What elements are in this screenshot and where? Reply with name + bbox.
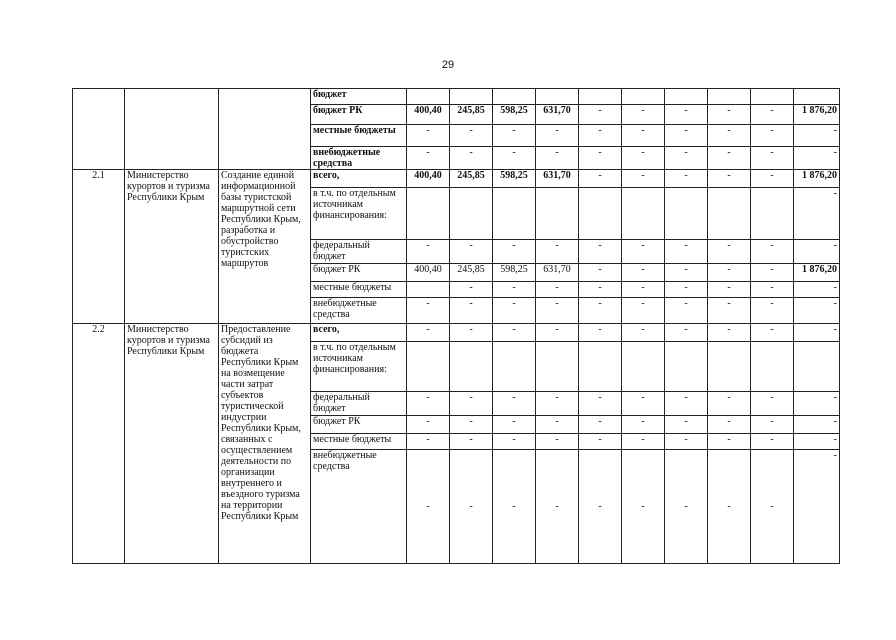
year-value: -	[665, 282, 708, 298]
year-value: -	[579, 416, 622, 434]
item-name	[219, 89, 311, 170]
year-value	[450, 188, 493, 240]
year-value: -	[665, 105, 708, 125]
year-value: -	[751, 170, 794, 188]
total-value: -	[794, 282, 840, 298]
year-value: -	[579, 240, 622, 264]
year-value: -	[708, 392, 751, 416]
year-value	[493, 342, 536, 392]
total-value: 1 876,20	[794, 105, 840, 125]
year-value: 400,40	[407, 105, 450, 125]
year-value: -	[751, 147, 794, 170]
year-value	[665, 188, 708, 240]
year-value: -	[536, 147, 579, 170]
year-value	[493, 89, 536, 105]
year-value	[536, 89, 579, 105]
item-index	[73, 89, 125, 170]
year-value: -	[579, 147, 622, 170]
year-value: -	[622, 147, 665, 170]
year-value: -	[665, 264, 708, 282]
item-executor	[125, 89, 219, 170]
source-label: бюджет РК	[311, 264, 407, 282]
source-label: федеральный бюджет	[311, 240, 407, 264]
year-value: 631,70	[536, 170, 579, 188]
year-value	[450, 89, 493, 105]
source-label: бюджет РК	[311, 105, 407, 125]
year-value: -	[579, 434, 622, 450]
item-name: Создание единой информационной базы туристской маршрутной сети Республики Крым, разработка и обустройство туристских маршрутов	[219, 170, 311, 324]
year-value: -	[708, 416, 751, 434]
year-value: -	[622, 240, 665, 264]
year-value: -	[708, 434, 751, 450]
source-label: в т.ч. по отдельным источникам финансирования:	[311, 188, 407, 240]
total-value: -	[794, 188, 840, 240]
year-value: -	[493, 282, 536, 298]
total-value: -	[794, 416, 840, 434]
year-value: -	[536, 282, 579, 298]
year-value: -	[665, 434, 708, 450]
year-value	[708, 89, 751, 105]
year-value: -	[751, 434, 794, 450]
year-value: -	[493, 240, 536, 264]
source-label: в т.ч. по отдельным источникам финансирования:	[311, 342, 407, 392]
year-value: -	[751, 240, 794, 264]
source-label: местные бюджеты	[311, 434, 407, 450]
year-value: -	[407, 434, 450, 450]
year-value: -	[751, 392, 794, 416]
year-value	[579, 89, 622, 105]
year-value: -	[407, 324, 450, 342]
total-value: -	[794, 298, 840, 324]
source-label: всего,	[311, 324, 407, 342]
year-value	[579, 342, 622, 392]
total-value	[794, 89, 840, 105]
year-value: -	[579, 282, 622, 298]
year-value: -	[708, 264, 751, 282]
year-value	[665, 342, 708, 392]
source-label: всего,	[311, 170, 407, 188]
year-value: -	[493, 125, 536, 147]
year-value: -	[665, 298, 708, 324]
total-value: 1 876,20	[794, 170, 840, 188]
year-value: 598,25	[493, 105, 536, 125]
year-value: -	[407, 450, 450, 564]
year-value: -	[708, 105, 751, 125]
item-index: 2.1	[73, 170, 125, 324]
year-value: -	[622, 264, 665, 282]
year-value: -	[407, 392, 450, 416]
total-value: -	[794, 125, 840, 147]
year-value: -	[665, 147, 708, 170]
source-label: внебюджетные средства	[311, 147, 407, 170]
year-value: 400,40	[407, 264, 450, 282]
year-value: -	[622, 450, 665, 564]
year-value: -	[622, 105, 665, 125]
year-value: -	[493, 298, 536, 324]
year-value: -	[665, 240, 708, 264]
year-value	[622, 188, 665, 240]
year-value: -	[450, 125, 493, 147]
year-value: -	[493, 324, 536, 342]
total-value: -	[794, 450, 840, 564]
year-value: -	[493, 450, 536, 564]
year-value: -	[493, 416, 536, 434]
year-value: -	[579, 392, 622, 416]
year-value: -	[622, 298, 665, 324]
year-value: 598,25	[493, 170, 536, 188]
year-value: -	[450, 324, 493, 342]
year-value: 598,25	[493, 264, 536, 282]
year-value: -	[450, 392, 493, 416]
year-value	[751, 188, 794, 240]
year-value: -	[751, 416, 794, 434]
total-value: -	[794, 434, 840, 450]
year-value	[407, 282, 450, 298]
year-value	[407, 89, 450, 105]
total-value: -	[794, 147, 840, 170]
item-executor: Министерство курортов и туризма Республики Крым	[125, 170, 219, 324]
year-value: -	[622, 324, 665, 342]
year-value: -	[665, 125, 708, 147]
year-value: -	[407, 147, 450, 170]
year-value: -	[708, 324, 751, 342]
year-value: -	[536, 324, 579, 342]
year-value: -	[536, 125, 579, 147]
year-value: 400,40	[407, 170, 450, 188]
year-value: -	[665, 450, 708, 564]
year-value	[708, 188, 751, 240]
year-value: -	[407, 240, 450, 264]
year-value: 245,85	[450, 170, 493, 188]
year-value: -	[665, 324, 708, 342]
year-value	[751, 342, 794, 392]
total-value: -	[794, 324, 840, 342]
year-value	[536, 188, 579, 240]
year-value: -	[579, 298, 622, 324]
year-value: -	[708, 282, 751, 298]
item-executor: Министерство курортов и туризма Республики Крым	[125, 324, 219, 564]
year-value: -	[579, 125, 622, 147]
year-value: -	[536, 434, 579, 450]
table-row	[73, 89, 840, 105]
year-value: -	[579, 170, 622, 188]
source-label: бюджет	[311, 89, 407, 105]
year-value: -	[450, 434, 493, 450]
year-value: -	[407, 298, 450, 324]
source-label: бюджет РК	[311, 416, 407, 434]
year-value: -	[708, 240, 751, 264]
year-value: -	[450, 298, 493, 324]
year-value: -	[751, 450, 794, 564]
year-value: -	[579, 324, 622, 342]
total-value	[794, 342, 840, 392]
year-value: -	[407, 416, 450, 434]
year-value	[622, 342, 665, 392]
year-value: -	[450, 240, 493, 264]
year-value: -	[751, 264, 794, 282]
year-value	[407, 188, 450, 240]
page-number: 29	[441, 59, 455, 71]
year-value: -	[708, 298, 751, 324]
year-value: -	[665, 416, 708, 434]
year-value: -	[536, 298, 579, 324]
year-value: -	[450, 147, 493, 170]
table-row	[73, 170, 840, 188]
item-index: 2.2	[73, 324, 125, 564]
year-value: 245,85	[450, 105, 493, 125]
year-value: -	[708, 170, 751, 188]
year-value: -	[622, 434, 665, 450]
year-value	[708, 342, 751, 392]
year-value: -	[493, 392, 536, 416]
total-value: 1 876,20	[794, 264, 840, 282]
year-value: -	[708, 147, 751, 170]
year-value: -	[751, 125, 794, 147]
source-label: местные бюджеты	[311, 282, 407, 298]
year-value: -	[407, 125, 450, 147]
year-value	[665, 89, 708, 105]
year-value: -	[450, 416, 493, 434]
financing-table	[72, 88, 840, 564]
year-value: -	[493, 147, 536, 170]
year-value	[450, 342, 493, 392]
year-value: -	[493, 434, 536, 450]
year-value: -	[579, 105, 622, 125]
year-value: 245,85	[450, 264, 493, 282]
year-value: -	[622, 282, 665, 298]
year-value: -	[665, 392, 708, 416]
year-value: -	[579, 264, 622, 282]
year-value: -	[536, 392, 579, 416]
year-value: -	[751, 105, 794, 125]
year-value: -	[579, 450, 622, 564]
total-value: -	[794, 392, 840, 416]
source-label: местные бюджеты	[311, 125, 407, 147]
year-value: -	[708, 125, 751, 147]
year-value: -	[751, 282, 794, 298]
year-value: -	[708, 450, 751, 564]
year-value: -	[751, 324, 794, 342]
year-value: -	[450, 450, 493, 564]
year-value	[579, 188, 622, 240]
year-value	[751, 89, 794, 105]
year-value: -	[622, 170, 665, 188]
item-name: Предоставление субсидий из бюджета Республики Крым на возмещение части затрат субъектов туристической индустрии Республики Крым, связанных с осуществлением деятельности по организации внутреннего и въездного туризма на территории Республики Крым	[219, 324, 311, 564]
year-value: -	[622, 416, 665, 434]
table-row	[73, 324, 840, 342]
year-value: -	[536, 240, 579, 264]
year-value: -	[665, 170, 708, 188]
source-label: внебюджетные средства	[311, 450, 407, 564]
year-value: -	[622, 392, 665, 416]
year-value: -	[536, 450, 579, 564]
year-value: -	[450, 282, 493, 298]
source-label: федеральный бюджет	[311, 392, 407, 416]
source-label: внебюджетные средства	[311, 298, 407, 324]
year-value	[493, 188, 536, 240]
year-value	[407, 342, 450, 392]
year-value: -	[536, 416, 579, 434]
year-value	[536, 342, 579, 392]
year-value: 631,70	[536, 264, 579, 282]
year-value: -	[751, 298, 794, 324]
year-value	[622, 89, 665, 105]
year-value: 631,70	[536, 105, 579, 125]
total-value: -	[794, 240, 840, 264]
year-value: -	[622, 125, 665, 147]
